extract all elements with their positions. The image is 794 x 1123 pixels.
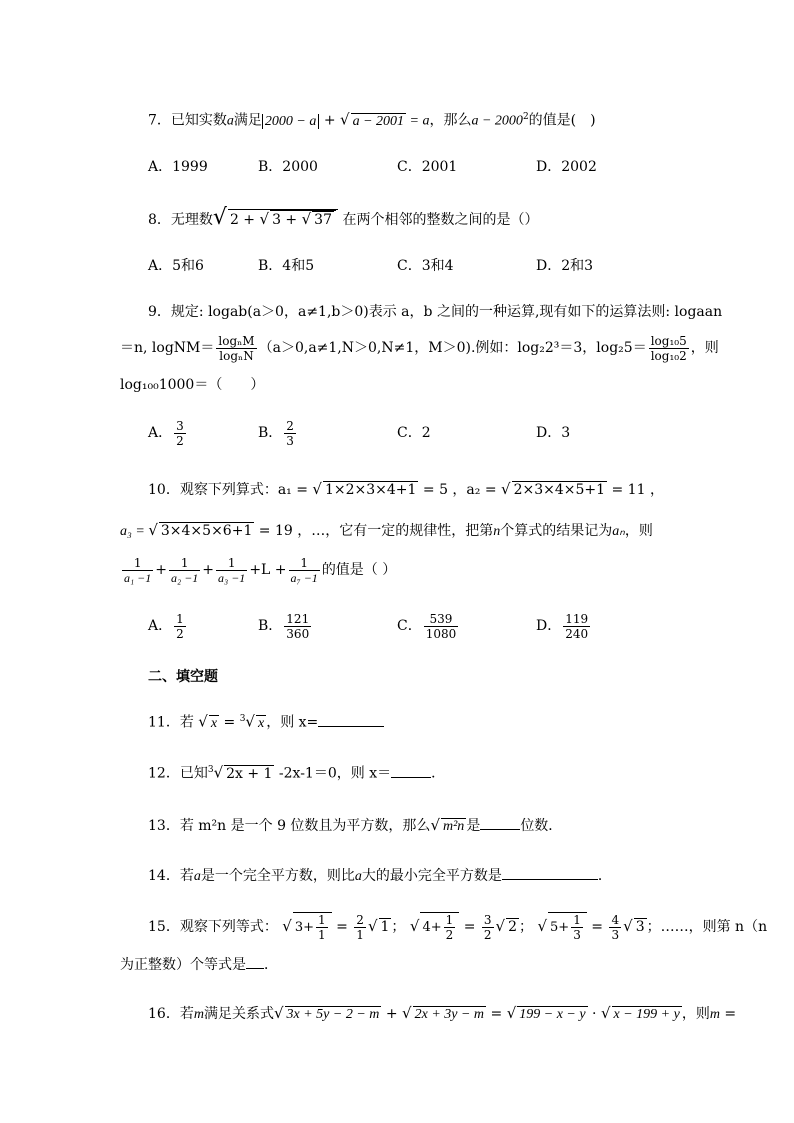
q10-option-a[interactable]: A． $\frac{1}{2}$ bbox=[148, 611, 184, 641]
q14-answer-blank[interactable] bbox=[502, 865, 598, 880]
question-14: 14．若a是一个完全平方数，则比a大的最小完全平方数是 ． bbox=[148, 865, 612, 887]
q13-answer-blank[interactable] bbox=[480, 815, 520, 830]
q8-option-d[interactable]: D．2和3 bbox=[536, 258, 594, 274]
question-15-line-1: 15．观察下列等式： √ 3+ $\frac{1}{1}$ = $\frac{2}{1}$ √ 1 ； √ 4+ $\frac{1}{2}$ = $\frac{3}{2}$ √ 2 ； √ 5+ $\frac{1}{3}$ = $\frac{4}{3}$ √ 3 ；……，则第 n（n bbox=[148, 912, 768, 942]
q7-var-a: a bbox=[226, 113, 234, 129]
q7-mid: 满足 bbox=[233, 112, 262, 129]
section-2-title: 二、填空题 bbox=[148, 669, 218, 685]
question-10-line-2: a₃ = √ 3×4×5×6+1 = 19 ，…，它有一定的规律性，把第n个算式的结果记为aₙ，则 bbox=[120, 521, 653, 539]
question-11: 11．若 √ x = $^3$√ x ，则 x= bbox=[148, 709, 384, 733]
q15-answer-blank[interactable] bbox=[246, 954, 264, 969]
q9-fraction-1: $\frac{\text{logₙM}}{\text{logₙN}}$ bbox=[218, 333, 255, 363]
question-16: 16．若m满足关系式√ 3x + 5y − 2 − m + √ 2x + 3y − m = √ 199 − x − y · √ x − 199 + y ，则m = bbox=[148, 1004, 737, 1022]
q10-option-d[interactable]: D． $\frac{119}{240}$ bbox=[536, 611, 589, 641]
q7-prefix: 7．已知实数 bbox=[148, 112, 227, 129]
q7-sq: 2 bbox=[522, 112, 529, 122]
q8-option-c[interactable]: C．3和4 bbox=[397, 258, 454, 274]
q9-option-a[interactable]: A． $\frac{3}{2}$ bbox=[148, 418, 184, 448]
question-12: 12．已知$^3$√ 2x + 1 -2x-1＝0，则 x＝ ． bbox=[148, 763, 446, 782]
q11-answer-blank[interactable] bbox=[318, 712, 384, 727]
q9-option-c[interactable]: C．2 bbox=[397, 425, 431, 441]
question-9-line-1: 9．规定: logab(a＞0，a≠1,b＞0)表示 a，b 之间的一种运算,现有如下的运算法则: logaan bbox=[148, 304, 723, 320]
q12-answer-blank[interactable] bbox=[391, 763, 431, 778]
q9-option-d[interactable]: D．3 bbox=[536, 425, 571, 441]
question-10-line-1: 10．观察下列算式：a₁ = √ 1×2×3×4+1 = 5 ，a₂ = √ 2×3×4×5+1 = 11 ， bbox=[148, 480, 664, 498]
q7-eq: = a bbox=[406, 113, 430, 129]
q8-suffix: 在两个相邻的整数之间的是（） bbox=[342, 212, 539, 228]
q8-prefix: 8．无理数 bbox=[148, 212, 213, 228]
q10-option-b[interactable]: B． $\frac{121}{360}$ bbox=[258, 611, 310, 641]
q7-option-c[interactable]: C．2001 bbox=[397, 159, 458, 175]
q9-fraction-2: $\frac{\text{log₁₀5}}{\text{log₁₀2}}$ bbox=[650, 333, 687, 363]
q9-option-b[interactable]: B． $\frac{2}{3}$ bbox=[258, 418, 294, 448]
q8-option-b[interactable]: B．4和5 bbox=[258, 258, 315, 274]
q7-abs-expr: 2000 − a bbox=[262, 114, 319, 129]
question-8: 8．无理数√ 2 + √ 3 + √ 37 在两个相邻的整数之间的是（） bbox=[148, 205, 539, 230]
q7-option-b[interactable]: B．2000 bbox=[258, 159, 318, 175]
q7-suffix1: ，那么 bbox=[429, 112, 472, 129]
q7-option-d[interactable]: D．2002 bbox=[536, 159, 597, 175]
question-13: 13．若 m²n 是一个 9 位数且为平方数，那么√ m²n 是 位数． bbox=[148, 816, 563, 834]
q7-sqrt-expr: a − 2001 bbox=[352, 113, 405, 129]
q7-suffix2: 的值是( ) bbox=[528, 112, 596, 129]
question-9-line-3: log₁₀₀1000＝（ ） bbox=[120, 377, 265, 393]
q7-plus: + bbox=[319, 112, 341, 129]
question-7: 7．已知实数a满足 2000 − a + √ a − 2001 = a，那么$a - 2000^2$的值是( ) bbox=[148, 110, 596, 129]
q10-option-c[interactable]: C． $\frac{539}{1080}$ bbox=[397, 611, 457, 641]
question-15-line-2: 为正整数）个等式是 ． bbox=[120, 954, 278, 975]
question-10-line-3: $\frac{1}{\text{a₁ −1}}$ + $\frac{1}{\text{a₂ −1}}$ + $\frac{1}{\text{a₃ −1}}$ +L + $\frac{1}{\text{a₇ −1}}$ 的值是（ ） bbox=[124, 555, 397, 585]
question-9-line-2: ＝n, logNM＝ $\frac{\text{logₙM}}{\text{logₙN}}$ （a＞0,a≠1,N＞0,N≠1，M＞0).例如：log₂2³＝3，log₂5＝ $\frac{\text{log₁₀5}}{\text{log₁₀2}}$ ，则 bbox=[120, 333, 719, 363]
q8-radical: 2 + √ 3 + √ 37 bbox=[228, 209, 338, 228]
q8-option-a[interactable]: A．5和6 bbox=[148, 258, 204, 274]
q7-expr2: a − 2000 bbox=[471, 113, 523, 129]
q7-option-a[interactable]: A．1999 bbox=[148, 159, 208, 175]
